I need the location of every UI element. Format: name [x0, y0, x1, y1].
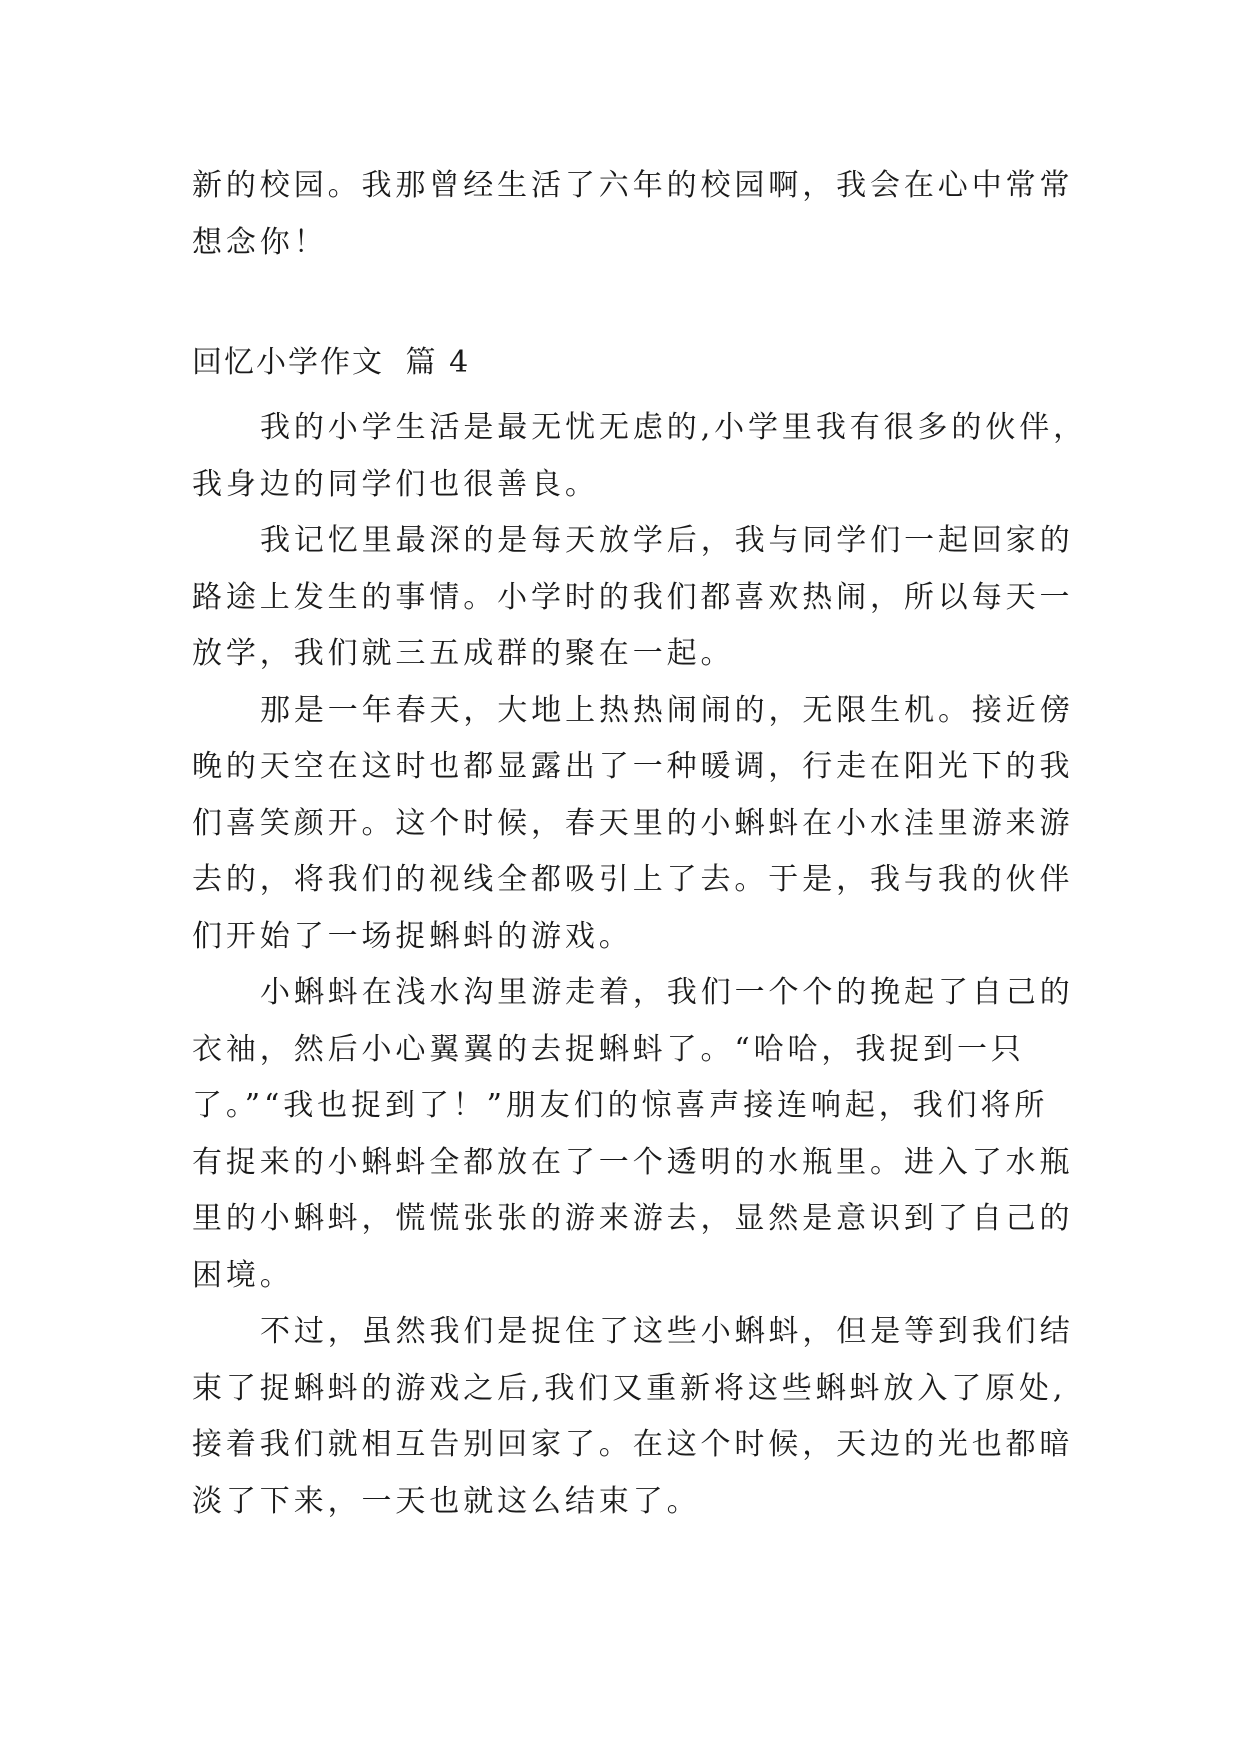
- text-line: 了。”“我也捉到了！”朋友们的惊喜声接连响起，我们将所: [192, 1088, 1049, 1123]
- text-line: 我的小学生活是最无忧无虑的,小学里我有很多的伙伴，: [260, 410, 1088, 445]
- paragraph: [192, 1304, 1074, 1530]
- paragraph: [192, 513, 1074, 683]
- paragraph: [192, 965, 1074, 1304]
- section-title: 回忆小学作文: [192, 345, 384, 380]
- text-line: 想念你！: [192, 224, 328, 260]
- text-line: 新的校园。我那曾经生活了六年的校园啊，我会在心中常常: [192, 168, 1074, 203]
- section-number: 篇 4: [405, 345, 471, 380]
- text-line: 淡了下来，一天也就这么结束了。: [192, 1483, 701, 1519]
- text-line: 困境。: [192, 1257, 294, 1293]
- text-line: 们开始了一场捉蝌蚪的游戏。: [192, 918, 633, 954]
- text-line: 去的，将我们的视线全都吸引上了去。于是，我与我的伙伴: [192, 862, 1074, 897]
- text-line: 们喜笑颜开。这个时候，春天里的小蝌蚪在小水洼里游来游: [192, 805, 1074, 841]
- text-line: 路途上发生的事情。小学时的我们都喜欢热闹，所以每天一: [192, 579, 1074, 615]
- text-line: 里的小蝌蚪，慌慌张张的游来游去，显然是意识到了自己的: [192, 1201, 1074, 1236]
- text-line: 放学，我们就三五成群的聚在一起。: [192, 636, 735, 671]
- text-line: 接着我们就相互告别回家了。在这个时候，天边的光也都暗: [192, 1427, 1074, 1462]
- text-line: 小蝌蚪在浅水沟里游走着，我们一个个的挽起了自己的: [260, 975, 1074, 1010]
- text-line: 我身边的同学们也很善良。: [192, 466, 599, 502]
- text-line: 衣袖，然后小心翼翼的去捉蝌蚪了。“哈哈，我捉到一只: [192, 1031, 1025, 1067]
- opening-paragraph: [192, 158, 1074, 271]
- text-line: 不过，虽然我们是捉住了这些小蝌蚪，但是等到我们结: [260, 1314, 1074, 1349]
- paragraph: [192, 400, 1088, 513]
- text-line: 有捉来的小蝌蚪全都放在了一个透明的水瓶里。进入了水瓶: [192, 1144, 1074, 1180]
- section-heading: [192, 343, 470, 383]
- paragraph: [192, 683, 1074, 966]
- text-line: 那是一年春天，大地上热热闹闹的，无限生机。接近傍: [260, 692, 1074, 728]
- essay-body: [192, 400, 1088, 1530]
- text-line: 束了捉蝌蚪的游戏之后,我们又重新将这些蝌蚪放入了原处,: [192, 1370, 1067, 1406]
- text-line: 晚的天空在这时也都显露出了一种暖调，行走在阳光下的我: [192, 749, 1074, 784]
- text-line: 我记忆里最深的是每天放学后，我与同学们一起回家的: [260, 523, 1074, 558]
